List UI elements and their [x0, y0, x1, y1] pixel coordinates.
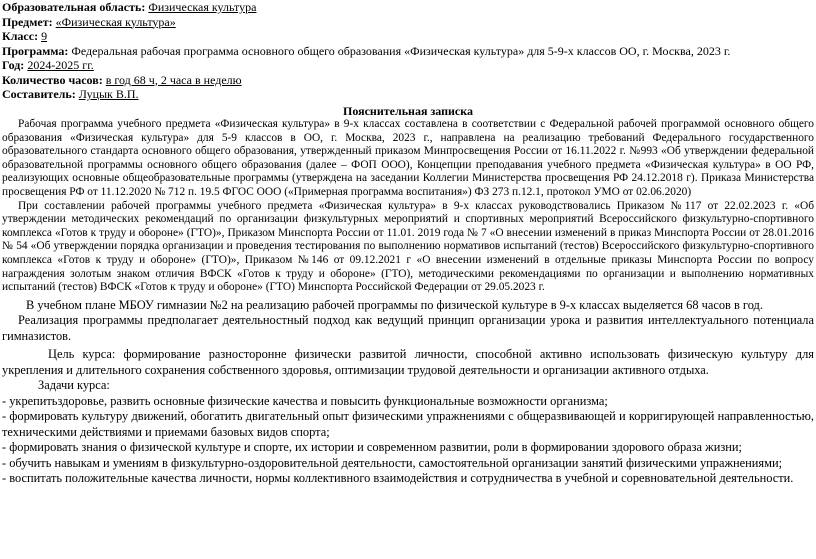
author-value: Луцык В.П.	[78, 87, 139, 101]
paragraph-hours: В учебном плане МБОУ гимназии №2 на реализацию рабочей программы по физической культуре в 9-х классах выделяется 68 часов в год.	[26, 297, 763, 312]
paragraph-intro: Рабочая программа учебного предмета «Физическая культура» в 9-х классах составлена в соответствии с Федеральной рабочей программой основного общего образования «Физическая культура» для 5-9 классов в ОО, г. Москва, 2023 г., направлена на реализацию требований Федерального государственного образовательного стандарта основного общего образования, утвержденный приказом Минпросвещения России от 16.11.2022 г. №993 «Об утверждении федеральной образовательной программы основного общего образования (далее – ФОП ООО), Концепции преподавания учебного предмета «Физическая культура» в ОО РФ, реализующих основные общеобразовательные программы (утверждена на заседании Коллегии Министерства просвещения РФ 24.12.2018 г). Приказа Министерства просвещения РФ от 11.12.2020 № 712 п. 19.5 ФГОС ООО («Примерная программа воспитания») ФЗ 273 п.12.1, протокол УМО от 02.06.2020)	[2, 118, 814, 198]
list-item: - формировать культуру движений, обогатить двигательный опыт физическими упражнениями с общеразвивающей и корригирующей направленностью, техническими действиями и приемами базовых видов спорта;	[2, 409, 814, 439]
hours-line	[2, 73, 814, 88]
class-value: 9	[41, 29, 48, 43]
area-line	[2, 0, 814, 15]
year-value: 2024-2025 гг.	[27, 58, 94, 72]
author-label: Составитель:	[2, 87, 76, 101]
program-value: Федеральная рабочая программа основного общего образования «Физическая культура» для 5-9-х классов ОО, г. Москва, 2023 г.	[71, 43, 731, 58]
list-item: - формировать знания о физической культуре и спорте, их истории и современном развитии, роли в формировании здорового образа жизни;	[2, 440, 742, 455]
year-label: Год:	[2, 58, 25, 72]
area-value: Физическая культура	[148, 0, 257, 14]
hours-value: в год 68 ч, 2 часа в неделю	[105, 72, 242, 87]
list-item: - обучить навыкам и умениям в физкультурно-оздоровительной деятельности, самостоятельной организации занятий физическими упражнениями;	[2, 455, 783, 470]
paragraph-goal: Цель курса: формирование разносторонне физически развитой личности, способной активно использовать физическую культуру для укрепления и длительного сохранения собственного здоровья, оптимизации трудовой деятельности и организации активного отдыха.	[2, 347, 814, 377]
hours-label: Количество часов:	[2, 72, 103, 87]
program-label: Программа:	[2, 43, 69, 58]
class-label: Класс:	[2, 29, 39, 43]
doc-title: Пояснительная записка	[342, 103, 473, 118]
tasks-label: Задачи курса:	[38, 378, 110, 393]
subject-line	[2, 15, 814, 30]
class-line	[2, 29, 814, 44]
tasks-list	[2, 394, 814, 487]
list-item: - укрепитьздоровье, развить основные физические качества и повысить функциональные возможности организма;	[2, 393, 608, 408]
list-item: - воспитать положительные качества личности, нормы коллективного взаимодействия и сотрудничества в учебной и соревновательной деятельности.	[2, 471, 794, 486]
year-line	[2, 58, 814, 73]
author-line	[2, 87, 814, 102]
paragraph-regulations: При составлении рабочей программы учебного предмета «Физическая культура» в 9-х классах руководствовались Приказом №117 от 22.02.2023 г. «Об утверждении методических рекомендаций по организации физкультурных мероприятий и спортивных мероприятий Всероссийского физкультурно-спортивного комплекса «Готов к труду и обороне» (ГТО)», Приказом Минспорта России от 11.01. 2019 года № 7 «О внесении изменений в приказ Минспорта России от 28.01.2016 № 54 «Об утверждении порядка организации и проведения тестирования по выполнению нормативов испытаний (тестов) Всероссийского физкультурно-спортивного комплекса «Готов к труду и обороне» (ГТО)», Приказом №146 от 09.12.2021 г «О внесении изменений в отдельные приказы Минспорта России по вопросу награждения золотым знаком отличия ВФСК «Готов к труду и обороне» (ГТО), методическими рекомендациями по организации и выполнению нормативных испытаний (тестов) ВФСК «Готов к труду и обороне» (ГТО) Минспорта Российской Федерации от 29.05.2023 г.	[2, 199, 814, 294]
program-line	[2, 44, 814, 59]
subject-label: Предмет:	[2, 14, 53, 29]
paragraph-approach: Реализация программы предполагает деятельностный подход как ведущий принцип организации урока и развития интеллектуального потенциала гимназистов.	[2, 313, 814, 343]
area-label: Образовательная область:	[2, 0, 146, 14]
subject-value: «Физическая культура»	[55, 14, 176, 29]
